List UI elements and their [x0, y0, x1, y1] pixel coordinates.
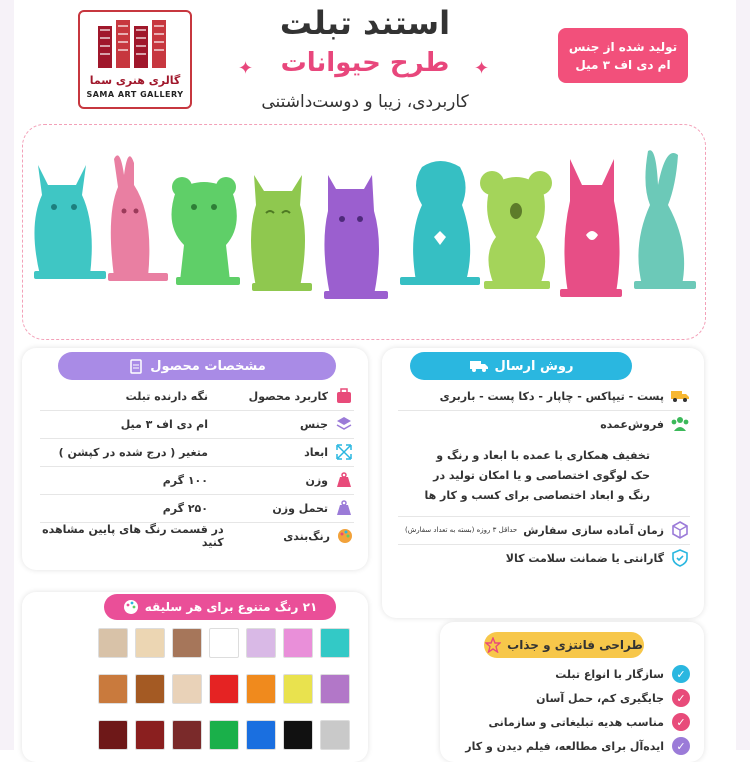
color-swatch [320, 720, 350, 750]
feature-text: سازگار با انواع تبلت [555, 667, 664, 681]
color-swatch [320, 628, 350, 658]
logo-persian-text: گالری هنری سما [89, 74, 181, 87]
spec-label: وزن [305, 473, 328, 487]
divider [40, 410, 354, 411]
color-swatch [283, 628, 313, 658]
wholesale-text [400, 446, 650, 506]
color-swatch [172, 628, 202, 658]
features-title: طراحی فانتزی و جذاب [507, 638, 643, 652]
color-swatch [135, 628, 165, 658]
specs-title: مشخصات محصول [150, 358, 266, 374]
specs-header [58, 352, 336, 380]
color-swatch [172, 720, 202, 750]
check-icon: ✓ [672, 665, 690, 683]
shipping-header [410, 352, 632, 380]
sparkle-icon: ✦ [238, 58, 254, 79]
bear-stand-icon [172, 177, 241, 285]
color-swatch [246, 674, 276, 704]
divider [398, 516, 690, 517]
spec-value: ۱۰۰ گرم [162, 473, 208, 487]
color-swatch [209, 674, 239, 704]
color-swatch [135, 674, 165, 704]
color-swatch [320, 674, 350, 704]
weight-icon [334, 470, 354, 490]
material-badge [558, 28, 688, 83]
cat-stand-icon [251, 175, 312, 291]
features-header [484, 632, 644, 658]
palette-icon [123, 599, 139, 615]
shield-check-icon [670, 548, 690, 568]
sparkle-icon: ✦ [474, 58, 490, 79]
spec-row [40, 412, 354, 436]
check-icon: ✓ [672, 737, 690, 755]
divider [398, 544, 690, 545]
color-swatch [209, 720, 239, 750]
prep-value: حداقل ۳ روزه (بسته به تعداد سفارش) [404, 526, 518, 534]
brand-logo [78, 10, 192, 109]
spec-row [40, 384, 354, 408]
fox-stand-icon [560, 159, 622, 297]
feature-text: جایگیری کم، حمل آسان [536, 691, 664, 705]
feature-item [456, 662, 690, 686]
colors-title: ۲۱ رنگ متنوع برای هر سلیقه [144, 600, 318, 614]
tagline: کاربردی، زیبا و دوست‌داشتنی [261, 92, 469, 112]
palette-icon [336, 526, 354, 546]
spec-row [40, 524, 354, 548]
colors-header [104, 594, 336, 620]
delivery-truck-icon [670, 386, 690, 406]
spec-row [40, 496, 354, 520]
color-swatch [98, 720, 128, 750]
spec-value: نگه دارنده تبلت [125, 389, 208, 403]
divider [40, 466, 354, 467]
feature-item [456, 686, 690, 710]
check-icon: ✓ [672, 689, 690, 707]
feature-item [456, 734, 690, 758]
color-swatch [283, 720, 313, 750]
color-swatch [246, 628, 276, 658]
badge-line-1: تولید شده از جنس [568, 39, 678, 54]
spec-value: در قسمت رنگ های پایین مشاهده کنید [42, 523, 224, 549]
feature-text: مناسب هدیه تبلیغاتی و سازمانی [488, 715, 664, 729]
color-swatch [209, 628, 239, 658]
color-swatch [98, 628, 128, 658]
logo-english-text: SAMA ART GALLERY [86, 90, 184, 99]
check-icon: ✓ [672, 713, 690, 731]
box-icon [670, 520, 690, 540]
weight-icon [334, 498, 354, 518]
spec-label: جنس [300, 417, 328, 431]
expand-icon [334, 442, 354, 462]
page-subtitle: طرح حیوانات [280, 48, 450, 78]
color-swatch [246, 720, 276, 750]
spec-label: ابعاد [304, 445, 328, 459]
bunny-stand-icon [634, 150, 696, 289]
shipping-row [398, 384, 690, 408]
wholesale-line: تخفیف همکاری با عمده با ابعاد و رنگ و [436, 449, 650, 462]
left-border [0, 0, 14, 750]
owl-cat-stand-icon [324, 175, 388, 299]
spec-label: تحمل وزن [272, 501, 328, 515]
spec-label: رنگ‌بندی [283, 529, 330, 543]
divider [398, 410, 690, 411]
color-swatch [172, 674, 202, 704]
spec-label: کاربرد محصول [248, 389, 328, 403]
wholesale-line: رنگ و ابعاد اختصاصی برای کسب و کار ها [424, 489, 650, 502]
logo-mark-icon [94, 18, 174, 70]
group-icon [670, 414, 690, 434]
spec-value: متغیر ( درج شده در کپشن ) [58, 445, 208, 459]
guarantee-row [398, 546, 690, 570]
spec-row [40, 468, 354, 492]
badge-line-2: ام دی اف ۳ میل [575, 57, 671, 72]
prep-label: زمان آماده سازی سفارش [523, 523, 664, 537]
wholesale-label: فروش‌عمده [600, 417, 664, 431]
right-border [736, 0, 750, 750]
shipping-title: روش ارسال [494, 358, 574, 374]
briefcase-icon [334, 386, 354, 406]
star-icon [485, 637, 501, 653]
guarantee-text: گارانتی یا ضمانت سلامت کالا [505, 551, 664, 565]
feature-text: ایده‌آل برای مطالعه، فیلم دیدن و کار [465, 739, 664, 753]
feature-item [456, 710, 690, 734]
truck-icon [469, 358, 489, 374]
wholesale-line: حک لوگوی اختصاصی و یا امکان تولید در [433, 469, 650, 482]
shipping-methods: پست - تیپاکس - چاپار - دکا پست - باربری [439, 389, 664, 403]
layers-icon [334, 414, 354, 434]
color-swatch [98, 674, 128, 704]
divider [40, 438, 354, 439]
animal-stands-image [30, 145, 700, 315]
spec-value: ۲۵۰ گرم [162, 501, 208, 515]
dog-stand-icon [400, 161, 480, 285]
prep-row [398, 518, 690, 542]
color-swatch [283, 674, 313, 704]
clipboard-icon [128, 358, 144, 374]
divider [40, 494, 354, 495]
color-swatch [135, 720, 165, 750]
spec-row [40, 440, 354, 464]
koala-stand-icon [480, 171, 552, 289]
wholesale-row [398, 412, 690, 436]
cat-stand-icon [34, 165, 106, 279]
page-title: استند تبلت [279, 4, 451, 42]
rabbit-stand-icon [108, 155, 168, 281]
spec-value: ام دی اف ۳ میل [120, 417, 208, 431]
